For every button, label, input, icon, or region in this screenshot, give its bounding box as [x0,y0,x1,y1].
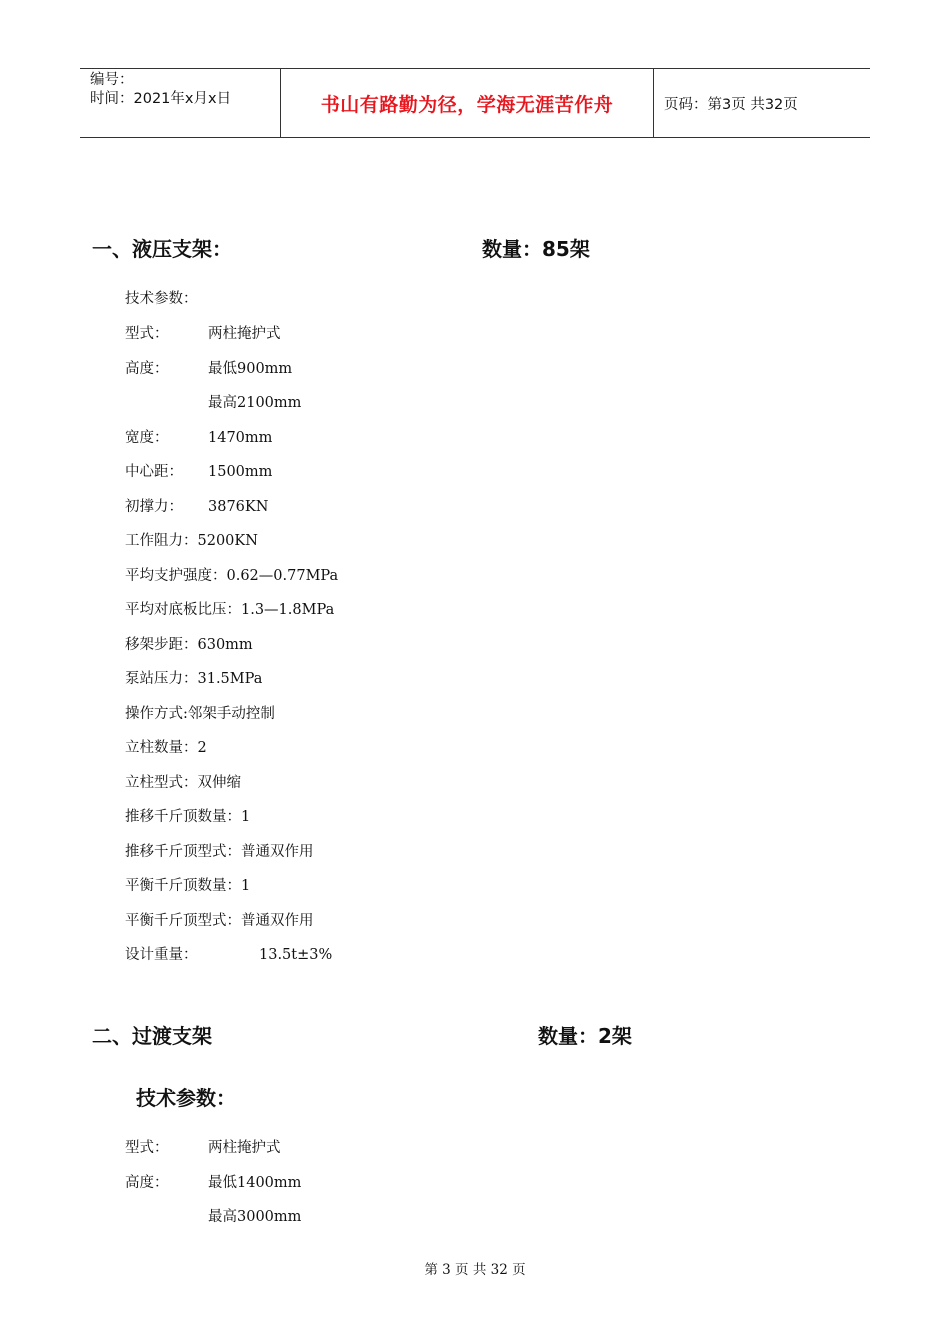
param-value: 630mm [197,636,253,653]
section1-title: 一、液压支架： [92,237,232,261]
param-value: 1 [241,878,251,894]
param-row [125,943,332,964]
param-row [125,391,301,412]
param-label: 宽度： [125,429,169,446]
param-value: 两柱掩护式 [208,326,281,342]
param-row [125,357,292,378]
param-value: 3876KN [208,498,269,515]
param-row [125,874,250,895]
param-row [125,633,253,654]
param-row [125,840,314,861]
param-row [125,805,250,826]
time-label: 时间：2021年x月x日 [90,91,232,107]
param-value: 最高3000mm [208,1209,302,1225]
param-value: 13.5t±3% [259,947,333,963]
param-value: 5200KN [197,533,258,549]
section2-title: 二、过渡支架 [92,1024,212,1048]
param-value: 1500mm [208,464,273,480]
param-label: 立柱型式： [125,774,198,791]
param-value: 邻架手动控制 [187,705,275,722]
param-value: 两柱掩护式 [208,1140,281,1156]
param-label: 初撑力： [125,498,183,515]
section1-params-heading: 技术参数： [125,291,198,307]
param-label: 移架步距： [125,636,198,653]
param-row [125,667,262,688]
param-value: 双伸缩 [197,774,241,791]
header-page-label: 页码：第3页 共32页 [664,96,798,113]
param-label: 型式： [125,1140,169,1156]
param-label: 平衡千斤顶型式： [125,912,241,929]
param-label: 泵站压力： [125,671,198,687]
param-value: 31.5MPa [197,671,263,687]
param-value: 普通双作用 [241,843,314,860]
param-value: 最低900mm [208,360,293,377]
section2-quantity: 数量：2架 [538,1024,632,1048]
param-label: 立柱数量： [125,740,198,756]
param-value: 0.62—0.77MPa [226,567,339,584]
param-row [125,426,272,447]
param-value: 1 [241,809,251,825]
param-row [125,736,207,757]
param-row [125,460,272,481]
page-footer: 第 3 页 共 32 页 [424,1262,526,1278]
param-label: 高度： [125,360,169,377]
param-row [125,1205,301,1226]
page-header [80,68,870,138]
param-row [125,495,268,516]
param-label: 平衡千斤顶数量： [125,878,241,894]
param-row [125,771,241,792]
param-value: 2 [197,740,207,756]
param-value: 最高2100mm [208,395,302,411]
param-label: 工作阻力： [125,533,198,549]
param-value: 1470mm [208,429,273,446]
param-label: 型式： [125,326,169,342]
param-label: 推移千斤顶型式： [125,843,241,860]
param-value: 1.3—1.8MPa [241,602,335,618]
param-row [125,702,275,723]
param-label: 平均对底板比压： [125,602,241,618]
param-row [125,529,258,550]
param-row [125,1171,301,1192]
param-row [125,564,338,585]
param-row [125,1136,281,1157]
header-meta [80,69,281,137]
header-motto: 书山有路勤为径，学海无涯苦作舟 [281,69,654,137]
param-label: 设计重量： [125,947,198,963]
serial-label: 编号： [90,72,134,88]
param-row [125,598,334,619]
param-label: 中心距： [125,464,183,480]
param-label: 推移千斤顶数量： [125,809,241,825]
param-label: 操作方式: [125,705,188,722]
param-label: 高度： [125,1174,169,1191]
section2-params-heading: 技术参数： [136,1086,236,1110]
param-row [125,322,281,343]
param-value: 最低1400mm [208,1174,302,1191]
section1-quantity: 数量：85架 [482,237,590,261]
param-label: 平均支护强度： [125,567,227,584]
param-row [125,909,314,930]
param-value: 普通双作用 [241,912,314,929]
